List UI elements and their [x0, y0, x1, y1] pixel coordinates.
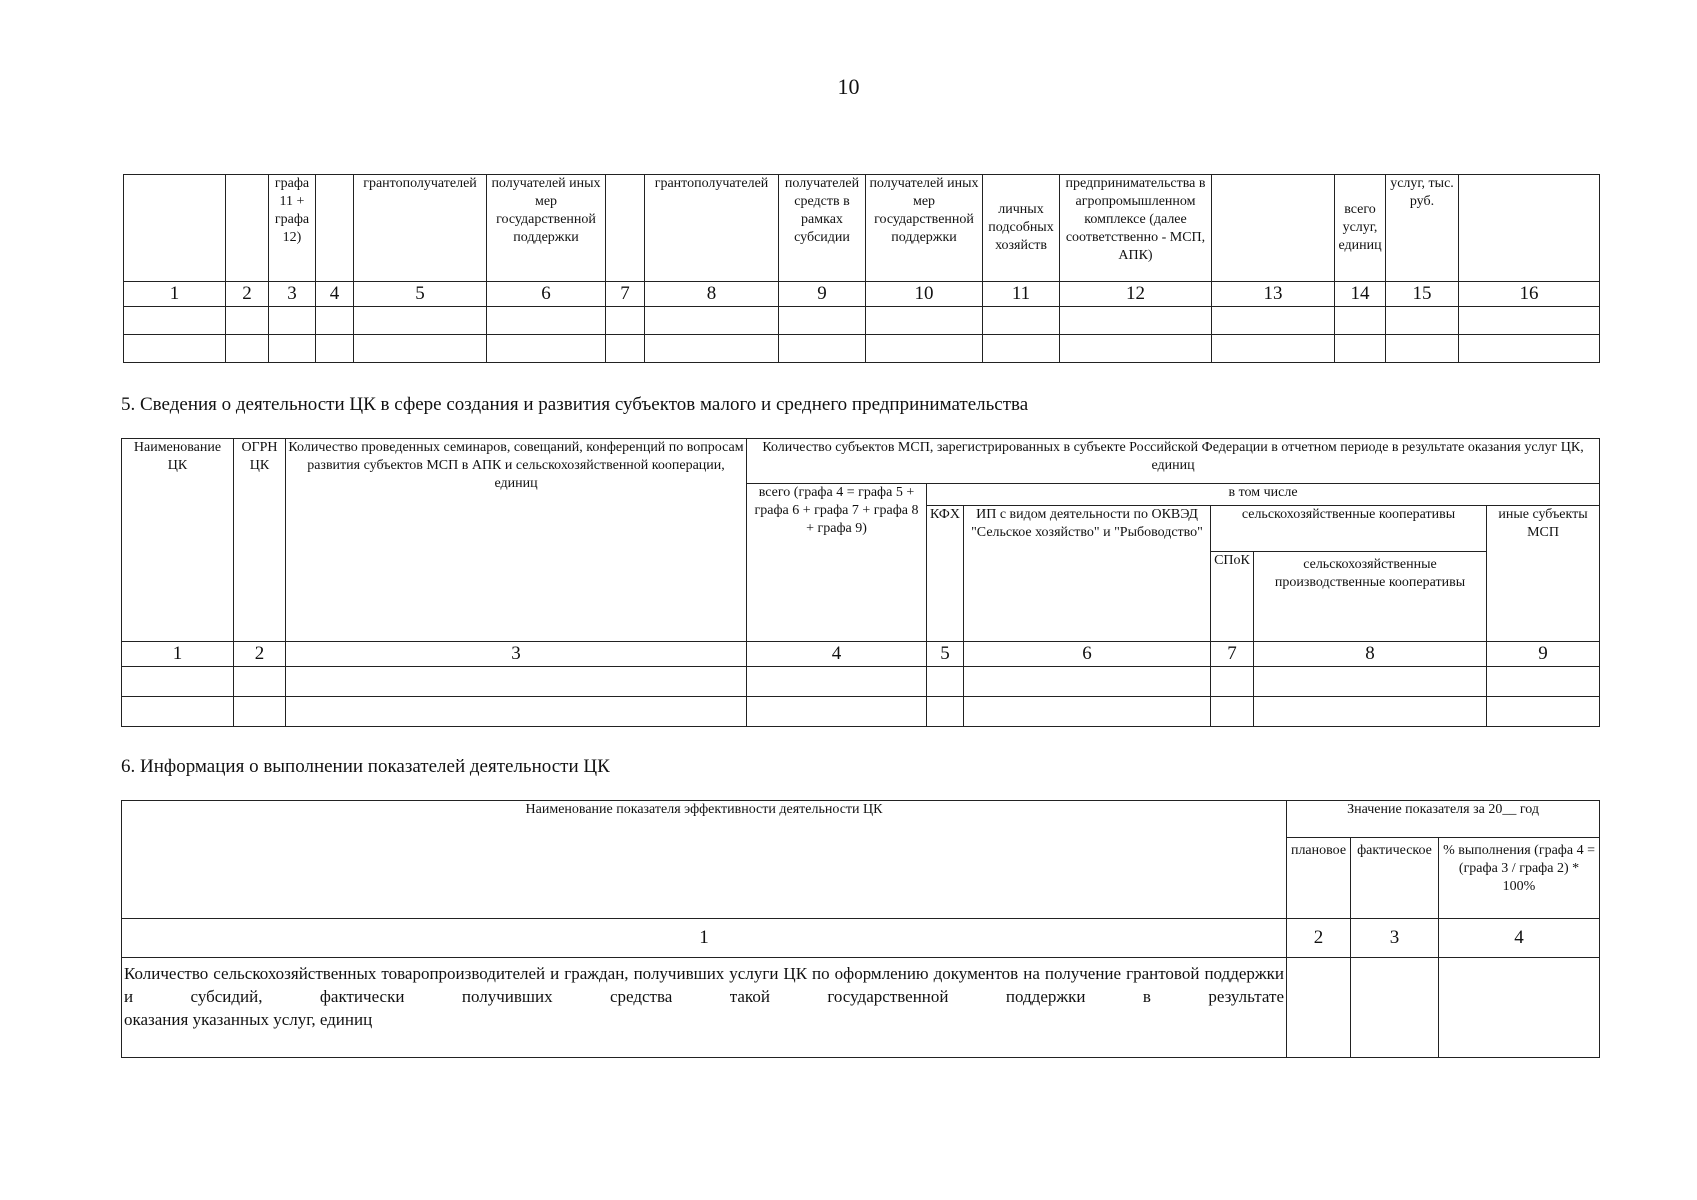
- header-total: всего (графа 4 = графа 5 + графа 6 + графа 7 + графа 8 + графа 9): [747, 484, 927, 642]
- column-number: 10: [866, 282, 983, 307]
- table4-header-cell: [226, 175, 269, 282]
- header-other: иные субъекты МСП: [1487, 506, 1600, 642]
- header-name-tsk: Наименование ЦК: [122, 439, 234, 642]
- header-actual: фактическое: [1351, 838, 1439, 919]
- column-number: 15: [1386, 282, 1459, 307]
- table4-header-cell: получателей средств в рамках субсидии: [779, 175, 866, 282]
- header-planned: плановое: [1287, 838, 1351, 919]
- column-number: 1: [124, 282, 226, 307]
- column-number: 9: [1487, 642, 1600, 667]
- table4-header-cell: получателей иных мер государственной поддержки: [487, 175, 606, 282]
- header-percent: % выполнения (графа 4 = (графа 3 / графа 2) * 100%: [1439, 838, 1600, 919]
- column-number: 7: [606, 282, 645, 307]
- table4-empty-row: [124, 335, 1600, 363]
- table6-indicator-row: [122, 958, 1600, 1058]
- column-number: 4: [747, 642, 927, 667]
- table-section6: [121, 800, 1600, 1058]
- column-number: 16: [1459, 282, 1600, 307]
- header-prod-coops: сельскохозяйственные производственные кооперативы: [1254, 552, 1487, 642]
- column-number: 12: [1060, 282, 1212, 307]
- column-number: 5: [354, 282, 487, 307]
- indicator-text-last: оказания указанных услуг, единиц: [124, 1010, 373, 1029]
- column-number: 13: [1212, 282, 1335, 307]
- column-number: 8: [645, 282, 779, 307]
- column-number: 6: [487, 282, 606, 307]
- table4-header-cell: предпринимательства в агропромышленном комплексе (далее соответственно - МСП, АПК): [1060, 175, 1212, 282]
- column-number: 2: [234, 642, 286, 667]
- column-number: 5: [927, 642, 964, 667]
- table4-header-cell: грантополучателей: [354, 175, 487, 282]
- header-ogrn: ОГРН ЦК: [234, 439, 286, 642]
- header-indicator: Наименование показателя эффективности деятельности ЦК: [122, 801, 1287, 919]
- table-section5: [121, 438, 1600, 727]
- table5-empty-row: [122, 697, 1600, 727]
- table4-header-cell: графа 11 + графа 12): [269, 175, 316, 282]
- table4-number-row: [124, 282, 1600, 307]
- header-spok: СПоК: [1211, 552, 1254, 642]
- table4-header-cell: [1459, 175, 1600, 282]
- header-value-year: Значение показателя за 20__ год: [1287, 801, 1600, 838]
- table4-header-cell: личных подсобных хозяйств: [983, 175, 1060, 282]
- header-seminars: Количество проведенных семинаров, совещаний, конференций по вопросам развития субъектов МСП в АПК и сельскохозяйственной кооперации, единиц: [286, 439, 747, 642]
- header-msp-count: Количество субъектов МСП, зарегистрированных в субъекте Российской Федерации в отчетном периоде в результате оказания услуг ЦК, единиц: [747, 439, 1600, 484]
- page-number: 10: [837, 74, 860, 99]
- table4-header-cell: [316, 175, 354, 282]
- column-number: 14: [1335, 282, 1386, 307]
- table4-header-cell: [1212, 175, 1335, 282]
- table4-header-cell: [606, 175, 645, 282]
- column-number: 6: [964, 642, 1211, 667]
- column-number: 2: [1287, 919, 1351, 958]
- header-including: в том числе: [927, 484, 1600, 506]
- section5-title: 5. Сведения о деятельности ЦК в сфере создания и развития субъектов малого и среднего предпринимательства: [121, 394, 1029, 415]
- table4-header-cell: [124, 175, 226, 282]
- indicator-description: [122, 958, 1287, 1058]
- column-number: 3: [1351, 919, 1439, 958]
- indicator-text-main: Количество сельскохозяйственных товаропроизводителей и граждан, получивших услуги ЦК по оформлению документов на получение грантовой поддержки и субсидий, фактически получивших средства такой государственной поддержки в результате: [124, 964, 1284, 1006]
- column-number: 3: [269, 282, 316, 307]
- table5-number-row: [122, 642, 1600, 667]
- header-coops: сельскохозяйственные кооперативы: [1211, 506, 1487, 552]
- table4-header-row: [124, 175, 1600, 282]
- header-ip: ИП с видом деятельности по ОКВЭД "Сельское хозяйство" и "Рыбоводство": [964, 506, 1211, 642]
- column-number: 8: [1254, 642, 1487, 667]
- table4-header-cell: услуг, тыс. руб.: [1386, 175, 1459, 282]
- header-kfh: КФХ: [927, 506, 964, 642]
- column-number: 4: [1439, 919, 1600, 958]
- table-section4-continued: [123, 174, 1600, 363]
- table4-header-cell: всего услуг, единиц: [1335, 175, 1386, 282]
- table4-empty-row: [124, 307, 1600, 335]
- section6-title: 6. Информация о выполнении показателей деятельности ЦК: [121, 756, 610, 777]
- table5-empty-row: [122, 667, 1600, 697]
- table6-number-row: [122, 919, 1600, 958]
- column-number: 11: [983, 282, 1060, 307]
- table4-header-cell: получателей иных мер государственной поддержки: [866, 175, 983, 282]
- column-number: 1: [122, 642, 234, 667]
- column-number: 2: [226, 282, 269, 307]
- table4-header-cell: грантополучателей: [645, 175, 779, 282]
- column-number: 4: [316, 282, 354, 307]
- column-number: 1: [122, 919, 1287, 958]
- column-number: 9: [779, 282, 866, 307]
- column-number: 7: [1211, 642, 1254, 667]
- column-number: 3: [286, 642, 747, 667]
